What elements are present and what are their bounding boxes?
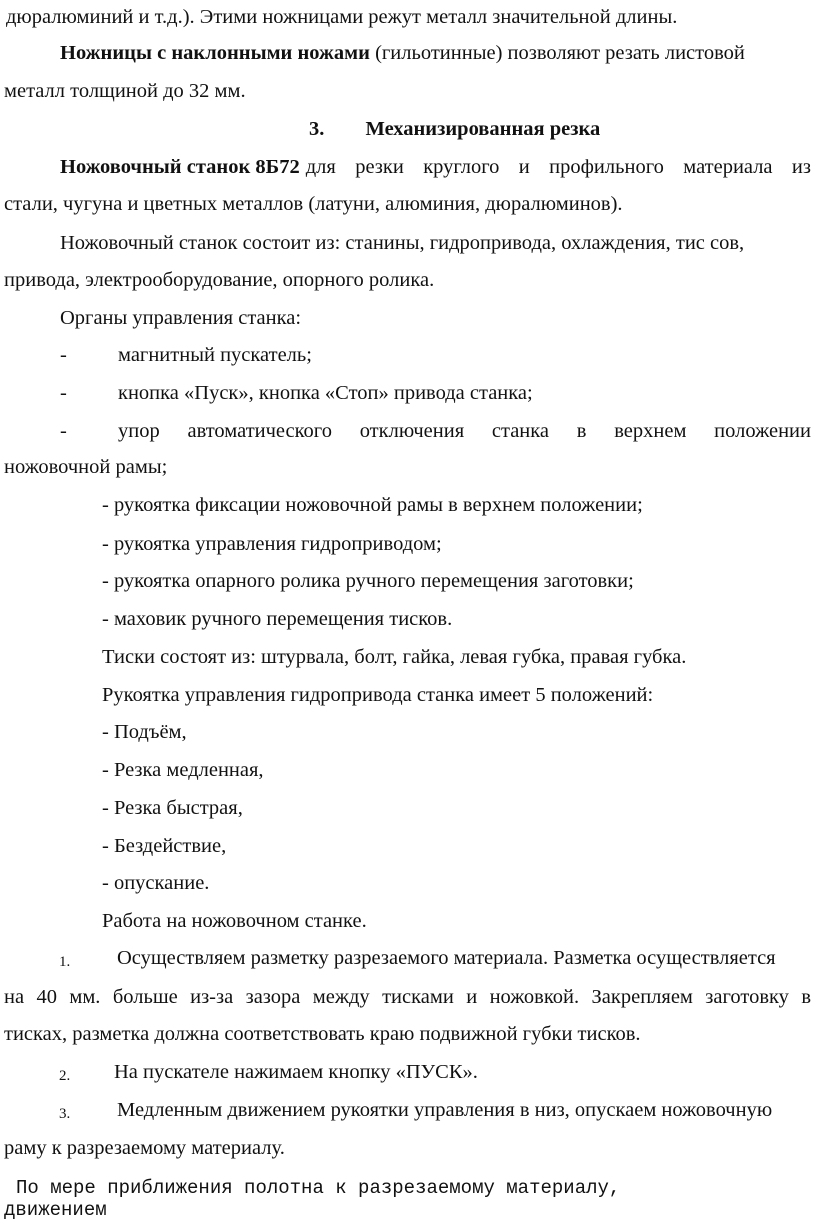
text: для резки круглого и профильного материала из [305,156,811,178]
step-item [117,1100,772,1121]
list-text: - Бездействие, [102,835,227,857]
list-text: - рукоятка опарного ролика ручного перемещения заготовки; [102,570,634,592]
paragraph-line [6,7,677,28]
paragraph-line [60,308,301,329]
paragraph-line [60,43,745,64]
step-item [117,948,776,969]
list-item [102,495,643,516]
paragraph-line [60,233,744,254]
paragraph-line [4,270,434,291]
text: стали, чугуна и цветных металлов (латуни, алюминия, дюралюминов). [4,193,623,215]
list-text: - Подъём, [102,721,187,743]
list-item [102,722,187,743]
list-dash: - [60,382,67,404]
monospace-line [16,1179,620,1198]
list-item [102,609,452,630]
monospace-line [4,1201,107,1220]
bold-term: Ножовочный станок 8Б72 [60,156,300,178]
list-text: кнопка «Пуск», кнопка «Стоп» привода станка; [118,382,533,404]
list-text: магнитный пускатель; [118,344,312,366]
bold-term: Ножницы с наклонными ножами [60,42,370,64]
step-number: 1. [59,954,71,970]
text: ножовочной рамы; [4,456,168,478]
list-item [102,873,209,894]
text: Ножовочный станок состоит из: станины, гидропривода, охлаждения, тис сов, [60,232,745,254]
list-text: - опускание. [102,872,210,894]
paragraph-line [4,81,246,102]
text: привода, электрооборудование, опорного ролика. [4,269,435,291]
paragraph-line [60,157,811,178]
paragraph-line [4,1138,285,1159]
list-text: - Резка быстрая, [102,797,243,819]
list-item [102,798,243,819]
step-number: 2. [59,1068,71,1084]
text: (гильотинные) позволяют резать листовой [369,42,745,64]
list-item [102,534,442,555]
section-number: 3. [309,118,325,140]
list-text: - рукоятка фиксации ножовочной рамы в верхнем положении; [102,494,643,516]
step-text: Медленным движением рукоятки управления в низ, опускаем ножовочную [117,1099,773,1121]
step-item [59,950,70,971]
step-text: Осуществляем разметку разрезаемого материала. Разметка осуществляется [117,947,776,969]
text: Тиски состоят из: штурвала, болт, гайка, левая губка, правая губка. [102,646,687,668]
step-item [59,1064,70,1085]
text: движением [4,1199,107,1221]
paragraph-line [4,1024,641,1045]
paragraph-line [102,647,686,668]
text: дюралюминий и т.д.). Этими ножницами режут металл значительной длины. [6,6,678,28]
paragraph-line [102,685,653,706]
list-item [102,760,264,781]
paragraph-line [4,987,811,1008]
subheading [102,911,367,932]
list-dash: - [60,344,67,366]
text: Органы управления станка: [60,307,302,329]
step-item [114,1062,478,1083]
list-item [60,344,312,366]
list-item [60,421,67,442]
list-text: - маховик ручного перемещения тисков. [102,608,453,630]
step-text: На пускателе нажимаем кнопку «ПУСК». [114,1061,478,1083]
step-number: 3. [59,1106,71,1122]
list-text: - рукоятка управления гидроприводом; [102,533,442,555]
section-title: Механизированная резка [365,118,601,140]
list-text: - Резка медленная, [102,759,264,781]
list-dash: - [60,420,67,442]
list-item [60,382,533,404]
text: металл толщиной до 32 мм. [4,80,246,102]
paragraph-line [4,457,167,478]
list-item [102,836,226,857]
text: раму к разрезаемому материалу. [4,1137,285,1159]
text: Работа на ножовочном станке. [102,910,367,932]
text: По мере приближения полотна к разрезаемому материалу, [16,1177,621,1199]
paragraph-line [4,194,623,215]
list-item [102,571,634,592]
text: Рукоятка управления гидропривода станка имеет 5 положений: [102,684,654,706]
list-text-justified [118,421,811,442]
step-item [59,1102,70,1123]
list-text: упор автоматического отключения станка в верхнем положении [118,420,811,442]
text: тисках, разметка должна соответствовать краю подвижной губки тисков. [4,1023,641,1045]
text: на 40 мм. больше из-за зазора между тисками и ножовкой. Закрепляем заготовку в [4,986,811,1008]
section-heading [309,119,600,140]
